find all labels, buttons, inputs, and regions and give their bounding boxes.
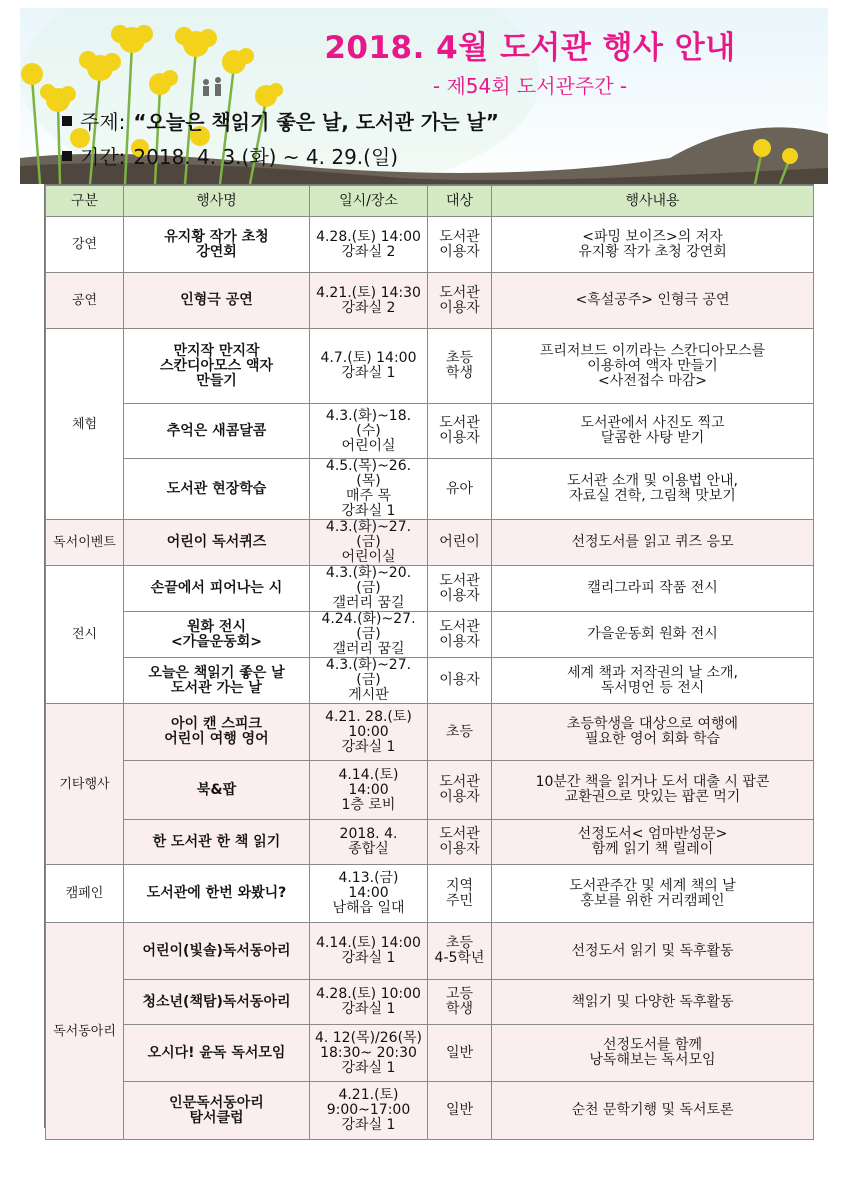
- target-cell: 유아: [428, 459, 492, 520]
- table-row: [46, 273, 814, 329]
- table-body: [46, 217, 814, 1140]
- event-table: [45, 185, 814, 1140]
- event-name-cell: 청소년(책탐)독서동아리: [124, 980, 310, 1025]
- content-cell: 초등학생을 대상으로 여행에 필요한 영어 회화 학습: [492, 704, 814, 761]
- event-name-cell: 오늘은 책읽기 좋은 날 도서관 가는 날: [124, 658, 310, 704]
- date-place-cell: 4.28.(토) 14:00 강좌실 2: [310, 217, 428, 273]
- target-cell: 어린이: [428, 520, 492, 566]
- column-header: 행사명: [124, 186, 310, 217]
- category-cell: 체험: [46, 329, 124, 520]
- date-place-cell: 4.21.(토) 9:00~17:00 강좌실 1: [310, 1082, 428, 1140]
- theme-value: “오늘은 책읽기 좋은 날, 도서관 가는 날”: [133, 110, 499, 134]
- table-row: [46, 1082, 814, 1140]
- event-table-frame: [44, 184, 814, 1133]
- date-place-cell: 4.24.(화)~27.(금) 갤러리 꿈길: [310, 612, 428, 658]
- event-name-cell: 유지황 작가 초청 강연회: [124, 217, 310, 273]
- period-label: 기간:: [80, 145, 126, 169]
- event-name-cell: 아이 캔 스피크 어린이 여행 영어: [124, 704, 310, 761]
- table-row: [46, 459, 814, 520]
- event-name-cell: 추억은 새콤달콤: [124, 404, 310, 459]
- page-title: 2018. 4월 도서관 행사 안내: [324, 30, 736, 66]
- target-cell: 도서관 이용자: [428, 566, 492, 612]
- table-row: [46, 658, 814, 704]
- content-cell: 가을운동회 원화 전시: [492, 612, 814, 658]
- category-cell: 공연: [46, 273, 124, 329]
- target-cell: 도서관 이용자: [428, 820, 492, 865]
- column-header: 구분: [46, 186, 124, 217]
- date-place-cell: 2018. 4. 종합실: [310, 820, 428, 865]
- content-cell: 선정도서 읽기 및 독후활동: [492, 923, 814, 980]
- column-header: 일시/장소: [310, 186, 428, 217]
- content-cell: 캘리그라피 작품 전시: [492, 566, 814, 612]
- date-place-cell: 4.3.(화)~20.(금) 갤러리 꿈길: [310, 566, 428, 612]
- target-cell: 이용자: [428, 658, 492, 704]
- page-subtitle: - 제54회 도서관주간 -: [432, 74, 628, 98]
- event-name-cell: 도서관 현장학습: [124, 459, 310, 520]
- date-place-cell: 4.13.(금) 14:00 남해읍 일대: [310, 865, 428, 923]
- date-place-cell: 4.14.(토) 14:00 강좌실 1: [310, 923, 428, 980]
- content-cell: 도서관에서 사진도 찍고 달콤한 사탕 받기: [492, 404, 814, 459]
- content-cell: 도서관 소개 및 이용법 안내, 자료실 견학, 그림책 맛보기: [492, 459, 814, 520]
- date-place-cell: 4.21.(토) 14:30 강좌실 2: [310, 273, 428, 329]
- category-cell: 캠페인: [46, 865, 124, 923]
- period-value: 2018. 4. 3.(화) ~ 4. 29.(일): [133, 145, 399, 169]
- target-cell: 초등: [428, 704, 492, 761]
- date-place-cell: 4.3.(화)~27.(금) 어린이실: [310, 520, 428, 566]
- table-row: [46, 761, 814, 820]
- table-row: [46, 820, 814, 865]
- theme-line: [62, 106, 499, 135]
- event-name-cell: 원화 전시 <가을운동회>: [124, 612, 310, 658]
- date-place-cell: 4.28.(토) 10:00 강좌실 1: [310, 980, 428, 1025]
- table-row: [46, 704, 814, 761]
- target-cell: 도서관 이용자: [428, 761, 492, 820]
- table-row: [46, 520, 814, 566]
- target-cell: 도서관 이용자: [428, 273, 492, 329]
- target-cell: 일반: [428, 1025, 492, 1082]
- target-cell: 도서관 이용자: [428, 612, 492, 658]
- event-name-cell: 어린이 독서퀴즈: [124, 520, 310, 566]
- date-place-cell: 4.14.(토) 14:00 1층 로비: [310, 761, 428, 820]
- event-name-cell: 도서관에 한번 와봤니?: [124, 865, 310, 923]
- content-cell: 선정도서< 엄마반성문> 함께 읽기 책 릴레이: [492, 820, 814, 865]
- category-cell: 독서동아리: [46, 923, 124, 1140]
- date-place-cell: 4.3.(화)~27.(금) 게시판: [310, 658, 428, 704]
- event-name-cell: 오시다! 윤독 독서모임: [124, 1025, 310, 1082]
- content-cell: 선정도서를 함께 낭독해보는 독서모임: [492, 1025, 814, 1082]
- content-cell: 선정도서를 읽고 퀴즈 응모: [492, 520, 814, 566]
- event-name-cell: 만지작 만지작 스칸디아모스 액자 만들기: [124, 329, 310, 404]
- category-cell: 기타행사: [46, 704, 124, 865]
- content-cell: <흑설공주> 인형극 공연: [492, 273, 814, 329]
- target-cell: 일반: [428, 1082, 492, 1140]
- target-cell: 초등 4-5학년: [428, 923, 492, 980]
- table-header-row: [46, 186, 814, 217]
- table-row: [46, 923, 814, 980]
- table-row: [46, 980, 814, 1025]
- column-header: 행사내용: [492, 186, 814, 217]
- target-cell: 고등 학생: [428, 980, 492, 1025]
- content-cell: <파밍 보이즈>의 저자 유지황 작가 초청 강연회: [492, 217, 814, 273]
- event-name-cell: 어린이(빛솔)독서동아리: [124, 923, 310, 980]
- bullet-square-icon: [62, 151, 72, 161]
- target-cell: 도서관 이용자: [428, 217, 492, 273]
- date-place-cell: 4.21. 28.(토) 10:00 강좌실 1: [310, 704, 428, 761]
- event-name-cell: 인형극 공연: [124, 273, 310, 329]
- event-name-cell: 북&팝: [124, 761, 310, 820]
- column-header: 대상: [428, 186, 492, 217]
- event-name-cell: 인문독서동아리 탐서클럽: [124, 1082, 310, 1140]
- content-cell: 순천 문학기행 및 독서토론: [492, 1082, 814, 1140]
- table-row: [46, 566, 814, 612]
- table-row: [46, 329, 814, 404]
- target-cell: 지역 주민: [428, 865, 492, 923]
- target-cell: 초등 학생: [428, 329, 492, 404]
- period-line: [62, 141, 398, 170]
- content-cell: 책읽기 및 다양한 독후활동: [492, 980, 814, 1025]
- date-place-cell: 4. 12(목)/26(목) 18:30~ 20:30 강좌실 1: [310, 1025, 428, 1082]
- table-row: [46, 404, 814, 459]
- category-cell: 독서이벤트: [46, 520, 124, 566]
- date-place-cell: 4.7.(토) 14:00 강좌실 1: [310, 329, 428, 404]
- category-cell: 강연: [46, 217, 124, 273]
- content-cell: 세계 책과 저작권의 날 소개, 독서명언 등 전시: [492, 658, 814, 704]
- target-cell: 도서관 이용자: [428, 404, 492, 459]
- date-place-cell: 4.5.(목)~26.(목) 매주 목 강좌실 1: [310, 459, 428, 520]
- event-name-cell: 손끝에서 피어나는 시: [124, 566, 310, 612]
- table-row: [46, 865, 814, 923]
- table-row: [46, 1025, 814, 1082]
- content-cell: 도서관주간 및 세계 책의 날 홍보를 위한 거리캠페인: [492, 865, 814, 923]
- table-row: [46, 612, 814, 658]
- category-cell: 전시: [46, 566, 124, 704]
- bullet-square-icon: [62, 116, 72, 126]
- content-cell: 프리저브드 이끼라는 스칸디아모스를 이용하여 액자 만들기 <사전접수 마감>: [492, 329, 814, 404]
- table-row: [46, 217, 814, 273]
- date-place-cell: 4.3.(화)~18.(수) 어린이실: [310, 404, 428, 459]
- theme-label: 주제:: [80, 110, 126, 134]
- content-cell: 10분간 책을 읽거나 도서 대출 시 팝콘 교환권으로 맛있는 팝콘 먹기: [492, 761, 814, 820]
- event-name-cell: 한 도서관 한 책 읽기: [124, 820, 310, 865]
